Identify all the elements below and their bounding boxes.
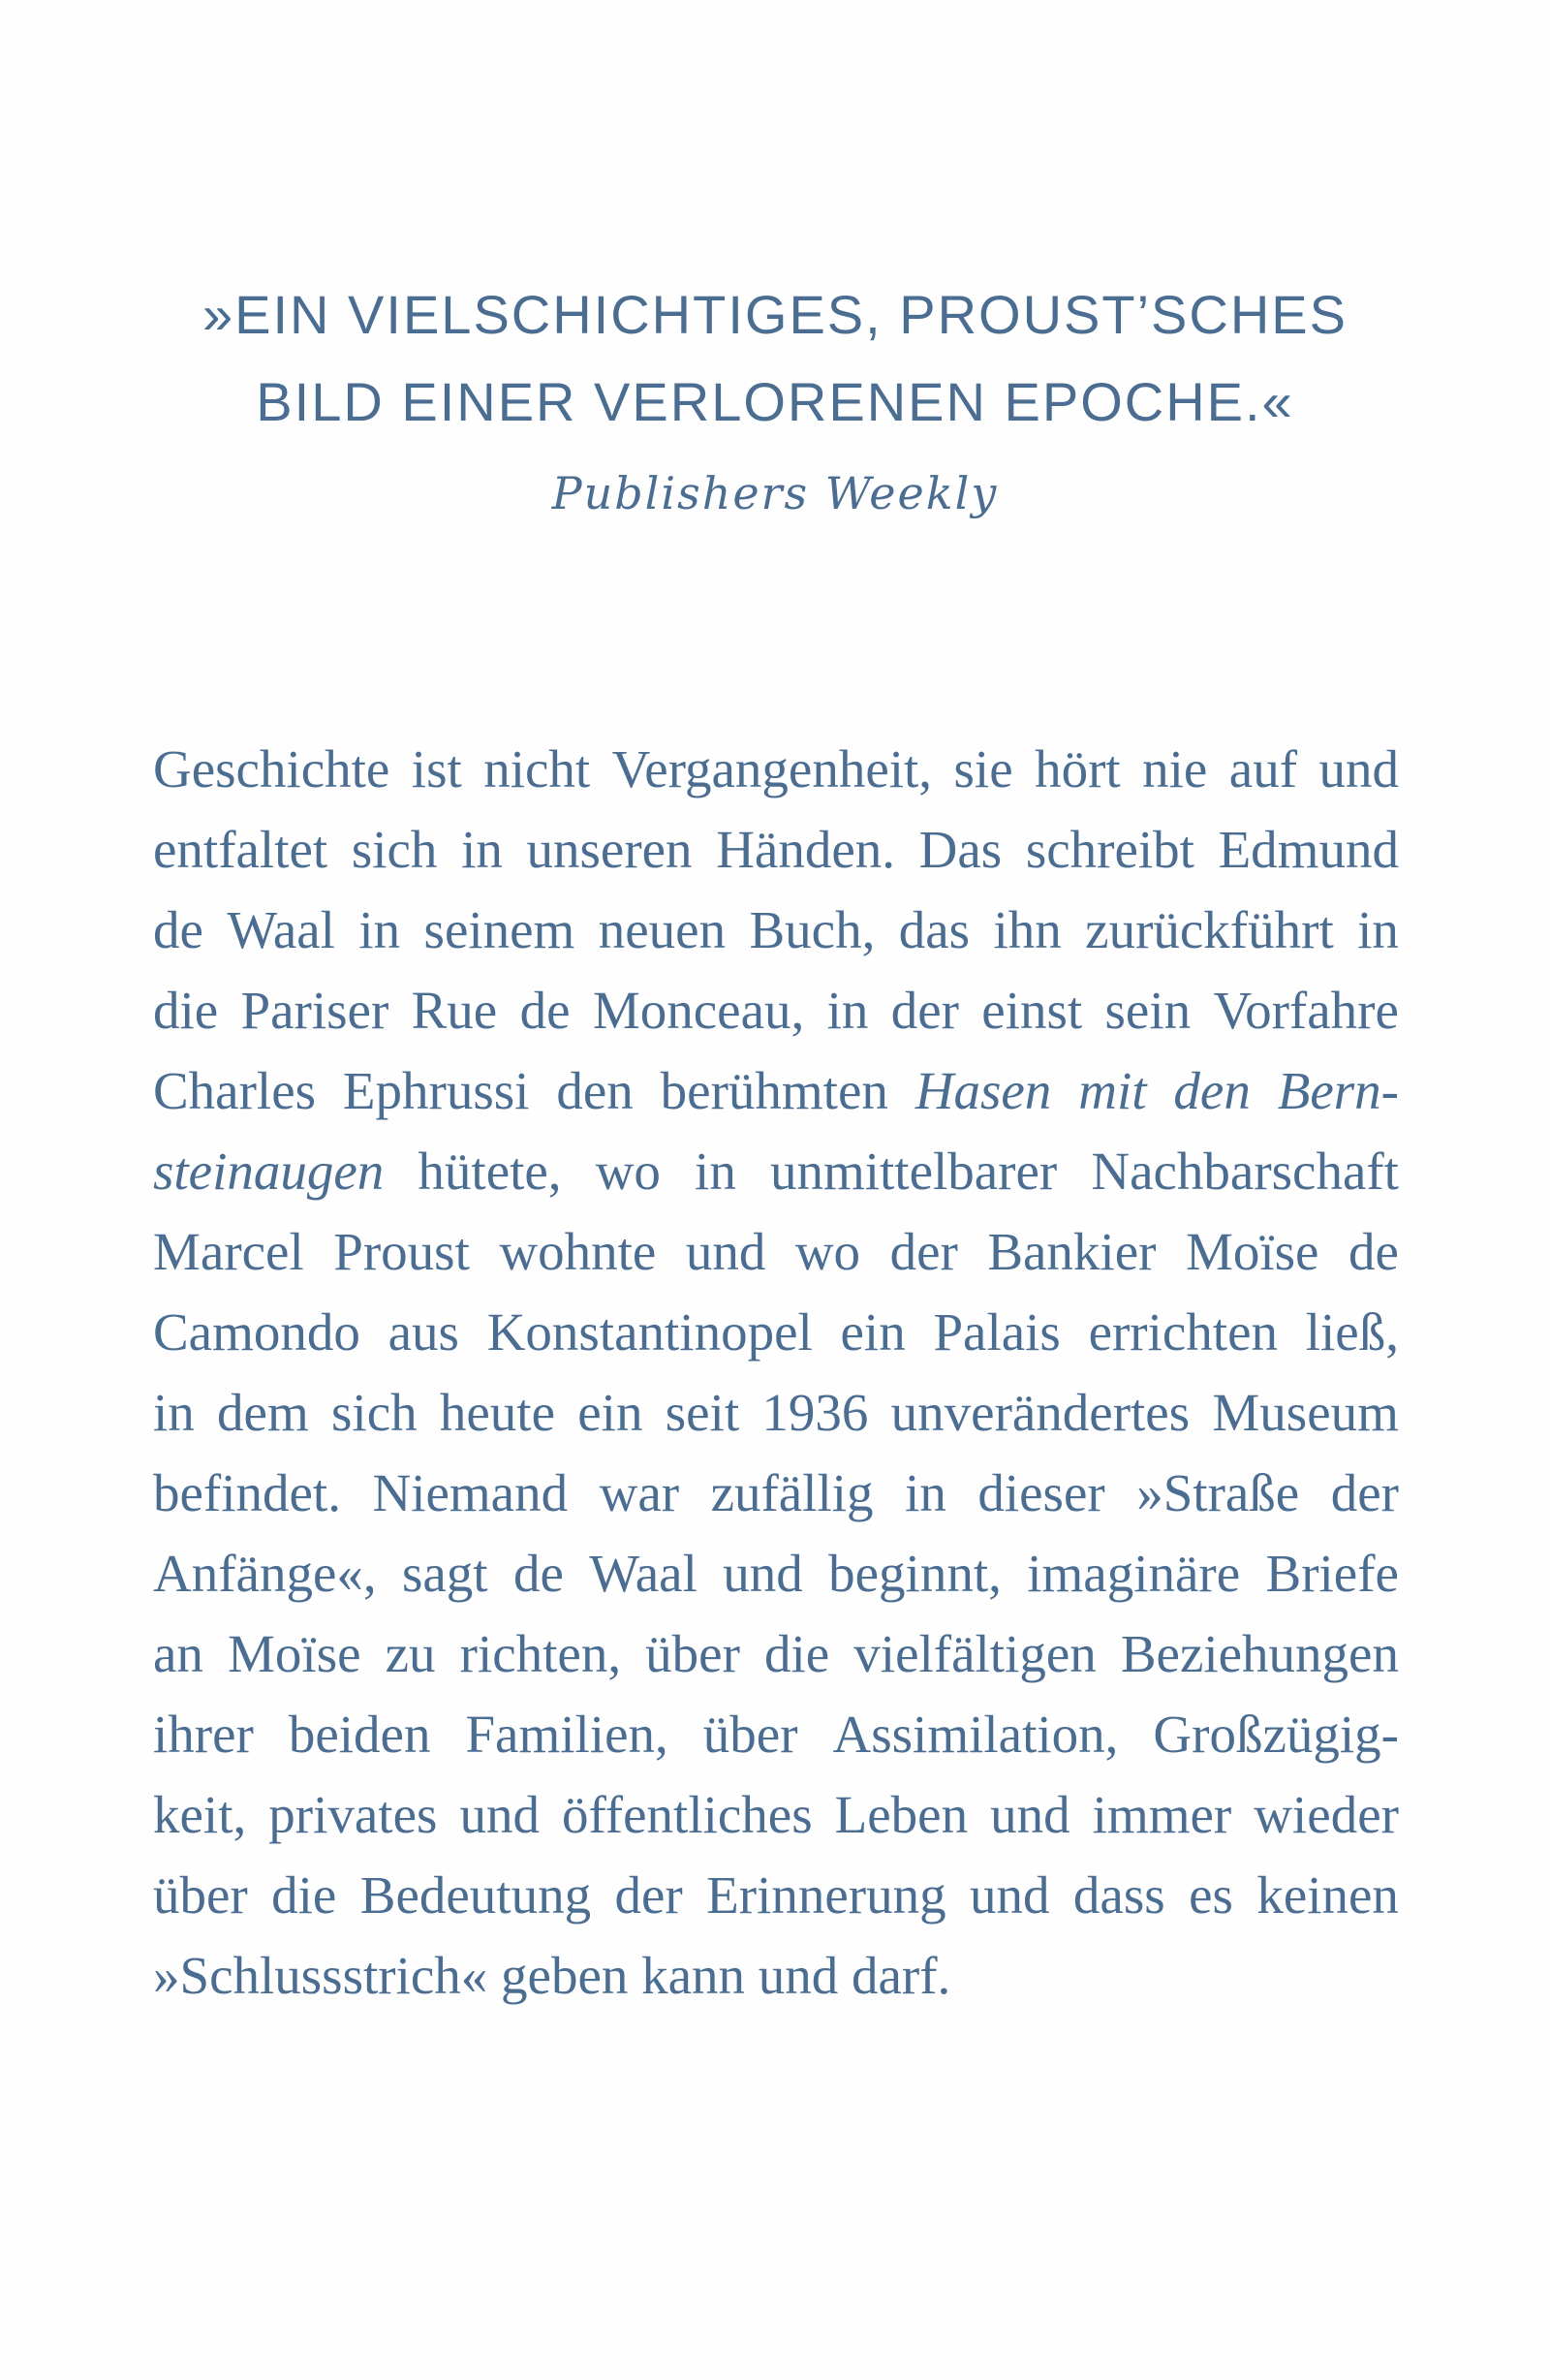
blurb-word: wohnte [499, 1222, 657, 1281]
blurb-word: der [890, 981, 959, 1040]
blurb-word: in [358, 900, 401, 959]
blurb-word: zurückführt [1085, 900, 1334, 959]
blurb-word: Bedeutung [359, 1865, 592, 1925]
blurb-word: das [898, 900, 971, 959]
blurb-line [153, 729, 1399, 809]
book-title-word: Bern- [1277, 1061, 1399, 1120]
blurb-word: Rue [411, 981, 498, 1040]
blurb-word: war [599, 1463, 680, 1522]
blurb-word: und [990, 1785, 1070, 1844]
blurb-word: Assimilation, [832, 1705, 1119, 1764]
blurb-line-text: »Schlussstrich« geben kann und darf. [153, 1946, 951, 2005]
blurb-word: Konstantinopel [486, 1302, 813, 1362]
blurb-word: heute [439, 1383, 555, 1442]
blurb-word: der [614, 1865, 683, 1925]
blurb-word: unseren [526, 820, 693, 879]
blurb-word: der [1330, 1463, 1399, 1522]
book-title-word: Hasen [914, 1061, 1052, 1120]
blurb-word: die [271, 1865, 337, 1925]
blurb-word: »Straße [1136, 1463, 1300, 1522]
blurb-word: einst [981, 981, 1083, 1040]
blurb-word: ihn [993, 900, 1062, 959]
blurb-word: Ephrussi [342, 1061, 530, 1120]
blurb-word: seit [665, 1383, 740, 1442]
blurb-word: Waal [589, 1544, 698, 1603]
blurb-word: Moïse [228, 1624, 361, 1683]
book-title-word: den [1173, 1061, 1251, 1120]
blurb-word: ließ, [1305, 1302, 1399, 1362]
blurb-word: der [889, 1222, 958, 1281]
blurb-word: hütete, [418, 1142, 562, 1201]
blurb-word: die [764, 1624, 830, 1683]
blurb-word: über [702, 1705, 798, 1764]
blurb-word: immer [1092, 1785, 1232, 1844]
blurb-word: seinem [423, 900, 575, 959]
blurb-word: Pariser [240, 981, 389, 1040]
blurb-word: in [1357, 900, 1399, 959]
blurb-line [153, 1372, 1399, 1453]
blurb-word: es [1189, 1865, 1233, 1925]
blurb-word: schreibt [1025, 820, 1194, 879]
quote-line-1: »EIN VIELSCHICHTIGES, PROUST’SCHES [202, 284, 1348, 345]
blurb-word: aus [388, 1302, 459, 1362]
blurb-word: Edmund [1218, 820, 1399, 879]
blurb-word: dass [1072, 1865, 1165, 1925]
blurb-word: ihrer [153, 1705, 254, 1764]
blurb-word: ein [577, 1383, 643, 1442]
blurb-word: hört [1035, 739, 1121, 799]
blurb-line [153, 1855, 1399, 1935]
blurb-word: sie [953, 739, 1013, 799]
blurb-word: Bankier [987, 1222, 1157, 1281]
blurb-word: 1936 [761, 1383, 869, 1442]
blurb-line [153, 1774, 1399, 1855]
blurb-word: die [153, 981, 219, 1040]
blurb-word: Niemand [372, 1463, 569, 1522]
blurb-line [153, 1613, 1399, 1694]
blurb-line [153, 1694, 1399, 1774]
blurb-word: de [1348, 1222, 1399, 1281]
blurb-word: de [519, 981, 571, 1040]
blurb-word: Vergangenheit, [611, 739, 933, 799]
blurb-word: Marcel [153, 1222, 304, 1281]
blurb-word: Briefe [1265, 1544, 1399, 1603]
blurb-word: Großzügig- [1153, 1705, 1399, 1764]
blurb-line [153, 1533, 1399, 1613]
blurb-word: errichten [1088, 1302, 1278, 1362]
blurb-word: und [723, 1544, 803, 1603]
blurb-word: Leben [834, 1785, 969, 1844]
blurb-word: nicht [483, 739, 591, 799]
blurb-line [153, 1211, 1399, 1292]
blurb-word: und [685, 1222, 766, 1281]
blurb-word: Waal [227, 900, 335, 959]
blurb-word: wo [595, 1142, 661, 1201]
blurb-word: unmittelbarer [769, 1142, 1058, 1201]
blurb-word: den [556, 1061, 634, 1120]
blurb-word: in [905, 1463, 946, 1522]
blurb-word: Geschichte [153, 739, 390, 799]
blurb-word: beginnt, [828, 1544, 1002, 1603]
blurb-line [153, 1453, 1399, 1533]
blurb-word: Moïse [1185, 1222, 1319, 1281]
blurb-word: über [645, 1624, 740, 1683]
blurb-text [153, 729, 1399, 2016]
book-title-word: steinaugen [153, 1142, 385, 1201]
blurb-line [153, 1292, 1399, 1372]
blurb-word: und [1318, 739, 1399, 799]
blurb-word: Anfänge«, [153, 1544, 377, 1603]
blurb-word: und [459, 1785, 540, 1844]
blurb-line [153, 1131, 1399, 1211]
blurb-line [153, 970, 1399, 1050]
blurb-word: Monceau, [592, 981, 805, 1040]
quote-line-2: BILD EINER VERLORENEN EPOCHE.« [256, 371, 1294, 432]
blurb-word: über [153, 1865, 248, 1925]
blurb-word: richten, [459, 1624, 622, 1683]
blurb-word: zu [385, 1624, 436, 1683]
book-title-word: mit [1078, 1061, 1147, 1120]
blurb-word: dem [217, 1383, 309, 1442]
blurb-word: zufällig [710, 1463, 874, 1522]
blurb-word: neuen [598, 900, 727, 959]
blurb-word: Charles [153, 1061, 317, 1120]
blurb-word: Vorfahre [1213, 981, 1399, 1040]
blurb-word: beiden [288, 1705, 431, 1764]
blurb-word: in [826, 981, 869, 1040]
blurb-word: entfaltet [153, 820, 328, 879]
blurb-word: Familien, [465, 1705, 668, 1764]
blurb-word: nie [1142, 739, 1208, 799]
blurb-word: berühmten [660, 1061, 888, 1120]
blurb-word: ist [411, 739, 462, 799]
blurb-word: wo [794, 1222, 861, 1281]
blurb-word: wieder [1254, 1785, 1399, 1844]
blurb-word: vielfältigen [853, 1624, 1097, 1683]
quote-source: Publishers Weekly [551, 467, 999, 519]
blurb-word: Beziehungen [1120, 1624, 1399, 1683]
blurb-word: und [970, 1865, 1050, 1925]
blurb-word: ein [840, 1302, 906, 1362]
blurb-word: imaginäre [1027, 1544, 1241, 1603]
blurb-word: befindet. [153, 1463, 341, 1522]
blurb-word: de [153, 900, 203, 959]
blurb-word: Palais [933, 1302, 1061, 1362]
blurb-word: Händen. [716, 820, 895, 879]
blurb-word: öffentliches [561, 1785, 813, 1844]
blurb-word: sich [351, 820, 438, 879]
blurb-word: sein [1104, 981, 1192, 1040]
blurb-word: Proust [333, 1222, 470, 1281]
press-quote [0, 271, 1550, 519]
blurb-word: Buch, [749, 900, 876, 959]
blurb-word: de [512, 1544, 564, 1603]
blurb-word: keit, [153, 1785, 247, 1844]
blurb-line [153, 890, 1399, 970]
blurb-word: Erinnerung [706, 1865, 946, 1925]
blurb-word: an [153, 1624, 203, 1683]
blurb-line [153, 809, 1399, 890]
blurb-word: sagt [401, 1544, 488, 1603]
blurb-word: keinen [1256, 1865, 1399, 1925]
blurb-word: dieser [977, 1463, 1105, 1522]
blurb-word: privates [268, 1785, 438, 1844]
blurb-word: in [461, 820, 503, 879]
blurb-word: unverändertes [890, 1383, 1191, 1442]
blurb-word: in [695, 1142, 736, 1201]
blurb-word: Camondo [153, 1302, 360, 1362]
blurb-word: in [153, 1383, 195, 1442]
blurb-line [153, 1050, 1399, 1131]
blurb-line [153, 1935, 1399, 2016]
blurb-word: Museum [1212, 1383, 1399, 1442]
blurb-word: Das [918, 820, 1003, 879]
blurb-word: Nachbarschaft [1091, 1142, 1399, 1201]
blurb-word: sich [331, 1383, 418, 1442]
blurb-word: auf [1228, 739, 1298, 799]
